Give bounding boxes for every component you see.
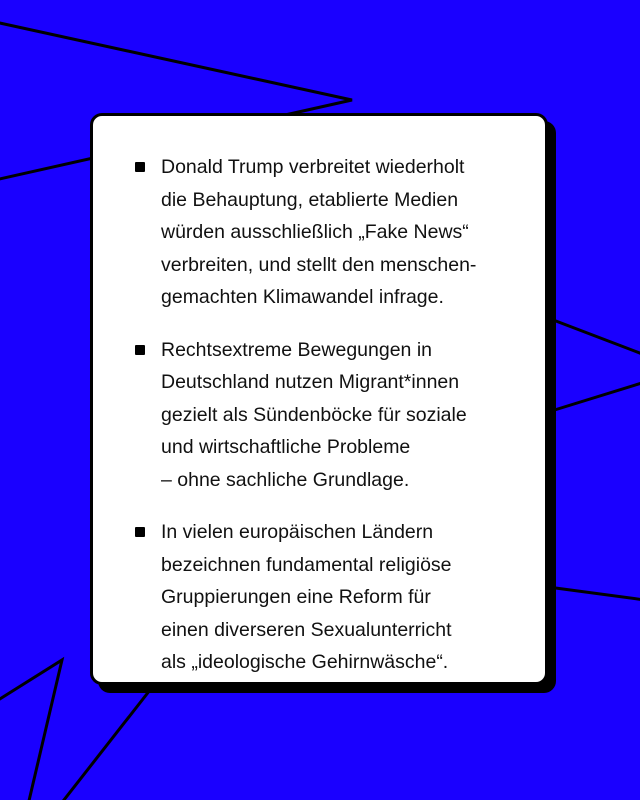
text-line: die Behauptung, etablierte Medien: [161, 188, 459, 211]
text-line: – ohne sachliche Grundlage.: [161, 468, 410, 491]
text-line: gezielt als Sündenböcke für soziale: [161, 403, 467, 426]
text-line: Donald Trump verbreitet wiederholt: [161, 156, 465, 178]
text-line: Rechtsextreme Bewegungen in: [161, 338, 432, 361]
bg-line-bottom-left: [0, 660, 62, 800]
bg-line-bottom-left-2: [60, 690, 150, 800]
text-line: einen diverseren Sexualunterricht: [161, 618, 452, 641]
square-bullet-icon: [135, 345, 145, 355]
text-line: In vielen europäischen Ländern: [161, 521, 434, 543]
list-item-text: [161, 151, 521, 314]
bg-line-right-lower: [548, 382, 640, 412]
list-item-text: [161, 516, 521, 679]
text-line: verbreiten, und stellt den menschen-: [161, 253, 477, 276]
text-line: würden ausschließlich „Fake News“: [161, 221, 469, 243]
list-item: [131, 151, 521, 314]
square-bullet-icon: [135, 162, 145, 172]
text-line: und wirtschaftliche Probleme: [161, 436, 411, 458]
list-item: [131, 334, 521, 497]
text-line: gemachten Klimawandel infrage.: [161, 286, 444, 308]
text-line: als „ideologische Gehirnwäsche“.: [161, 651, 449, 673]
bg-line-right-bottom: [548, 587, 640, 600]
bullet-list: [131, 151, 521, 679]
bg-line-right-upper: [548, 318, 640, 355]
list-item: [131, 516, 521, 679]
text-line: Deutschland nutzen Migrant*innen: [161, 371, 460, 393]
list-item-text: [161, 334, 521, 497]
square-bullet-icon: [135, 527, 145, 537]
text-line: bezeichnen fundamental religiöse: [161, 553, 452, 576]
info-card: [90, 113, 548, 685]
text-line: Gruppierungen eine Reform für: [161, 586, 431, 608]
